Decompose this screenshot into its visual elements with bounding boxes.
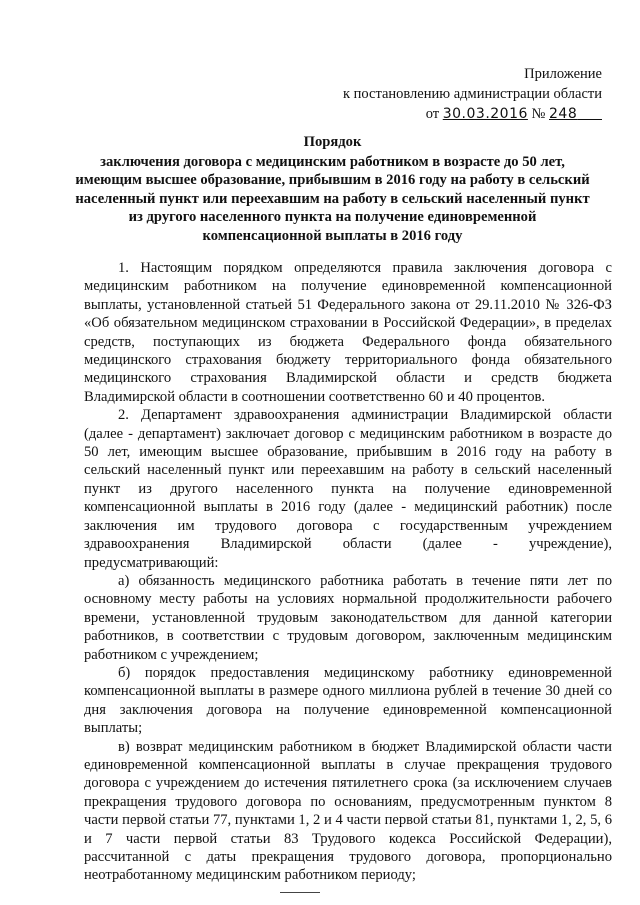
title-line: заключения договора с медицинским работником в возрасте до 50 лет, — [100, 153, 565, 170]
title-line: из другого населенного пункта на получение единовременной — [128, 209, 537, 226]
appendix-date: 30.03.2016 — [442, 106, 528, 122]
paragraph-1: 1. Настоящим порядком определяются правила заключения договора с медицинским работником на получение единовременной компенсационной выплаты, установленной статьей 51 Федерального закона от 29.11.2010 № 326-ФЗ «Об обязательном медицинском страховании в Российской Федерации», в пределах средств, поступающих из бюджета Федерального фонда обязательного медицинского страхования бюджету территориального фонда обязательного медицинского страхования Владимирской области и средств бюджета Владимирской области в соотношении соответственно 60 и 40 процентов. — [84, 260, 612, 405]
appendix-header — [332, 64, 602, 124]
paragraph-2: 2. Департамент здравоохранения администрации Владимирской области (далее - департамент) заключает договор с медицинским работником в возрасте до 50 лет, имеющим высшее образование, прибывшим в 2016 году на работу в сельский населенный пункт или переехавшим на работу в сельский населенный пункт из другого населенного пункта на получение единовременной компенсационной выплаты в 2016 году (далее - медицинский работник) после заключения им трудового договора с государственным учреждением здравоохранения Владимирской области (далее - учреждение), предусматривающий: — [84, 407, 612, 571]
appendix-title: Приложение — [524, 66, 602, 82]
subparagraph-b: б) порядок предоставления медицинскому работнику единовременной компенсационной выплаты в размере одного миллиона рублей в течение 30 дней со дня заключения договора на получение единовременной компенсационной выплаты; — [84, 664, 612, 737]
title-main: Порядок — [303, 134, 362, 150]
appendix-number: 248 — [549, 106, 578, 122]
title-line: имеющим высшее образование, прибывшим в 2016 году на работу в сельский — [75, 172, 590, 189]
title-line: компенсационной выплаты в 2016 году — [202, 227, 463, 244]
appendix-from-prefix: от — [425, 106, 440, 122]
appendix-resolution: к постановлению администрации области — [342, 86, 602, 102]
document-title — [60, 133, 605, 246]
subparagraph-a: а) обязанность медицинского работника работать в течение пяти лет по основному месту работы на условиях нормальной продолжительности рабочего времени, установленной трудовым законодательством для данной категории работников, в соответствии с трудовым договором, заключенным медицинским работником с учреждением; — [84, 572, 612, 663]
appendix-date-line — [332, 104, 602, 124]
document-body — [84, 259, 612, 885]
title-line: населенный пункт или переехавшим на работу в сельский населенный пункт — [75, 190, 590, 207]
subparagraph-v: в) возврат медицинским работником в бюджет Владимирской области части единовременной компенсационной выплаты в случае прекращения трудового договора с учреждением до истечения пятилетнего срока (за исключением случаев прекращения трудового договора по основаниям, предусмотренным пунктом 8 части первой статьи 77, пунктами 1, 2 и 4 части первой статьи 81, пунктами 1, 2, 5, 6 и 7 части первой статьи 83 Трудового кодекса Российской Федерации), рассчитанной с даты прекращения трудового договора, пропорционально неотработанному медицинским работником периоду; — [84, 738, 612, 884]
page-bottom-mark — [280, 892, 320, 893]
appendix-number-sign: № — [531, 106, 546, 122]
